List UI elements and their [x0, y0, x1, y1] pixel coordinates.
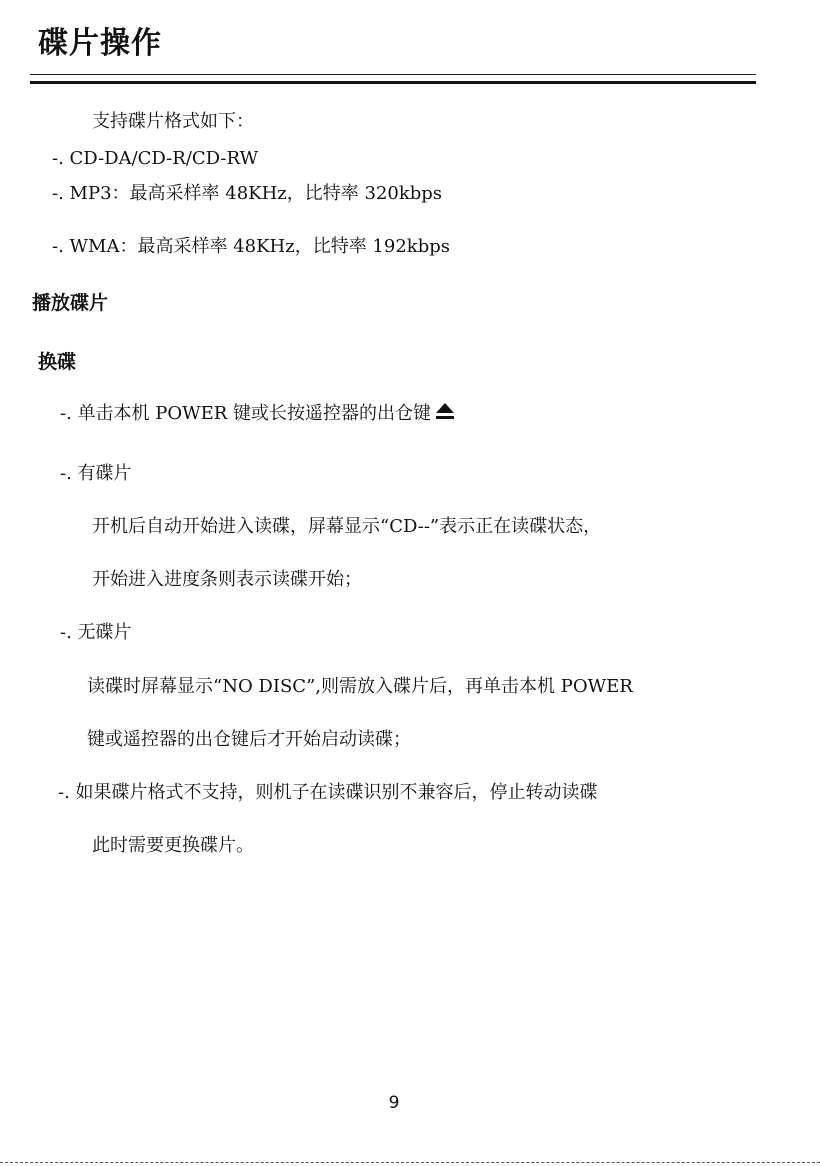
has-disc-label: -. 有碟片: [60, 463, 132, 484]
intro-text: 支持碟片格式如下：: [92, 111, 254, 132]
unsupported-line-1: -. 如果碟片格式不支持，则机子在读碟识别不兼容后，停止转动读碟: [58, 782, 598, 803]
section-heading-play: 播放碟片: [32, 292, 109, 314]
page-title: 碟片操作: [38, 26, 162, 61]
footer-rule: [0, 1162, 820, 1163]
no-disc-line-1: 读碟时屏幕显示“NO DISC”,则需放入碟片后，再单击本机 POWER: [87, 676, 633, 697]
no-disc-line-2: 键或遥控器的出仓键后才开始启动读碟；: [87, 729, 411, 750]
format-item-wma: -. WMA：最高采样率 48KHz，比特率 192kbps: [52, 236, 450, 257]
unsupported-line-2: 此时需要更换碟片。: [92, 835, 254, 856]
format-item-mp3: -. MP3：最高采样率 48KHz，比特率 320kbps: [52, 183, 443, 204]
has-disc-line-1: 开机后自动开始进入读碟，屏幕显示“CD--”表示正在读碟状态，: [92, 516, 602, 537]
format-item-cd: -. CD-DA/CD-R/CD-RW: [52, 148, 259, 169]
step-power-eject-text: -. 单击本机 POWER 键或长按遥控器的出仓键: [60, 403, 432, 424]
step-power-eject: [60, 401, 456, 427]
page-number: 9: [388, 1093, 400, 1113]
header-rule-thin: [30, 74, 756, 75]
eject-icon: [434, 401, 456, 427]
has-disc-line-2: 开始进入进度条则表示读碟开始；: [92, 569, 362, 590]
header-rule-thick: [30, 81, 756, 84]
no-disc-label: -. 无碟片: [60, 622, 132, 643]
section-heading-change: 换碟: [38, 351, 77, 373]
